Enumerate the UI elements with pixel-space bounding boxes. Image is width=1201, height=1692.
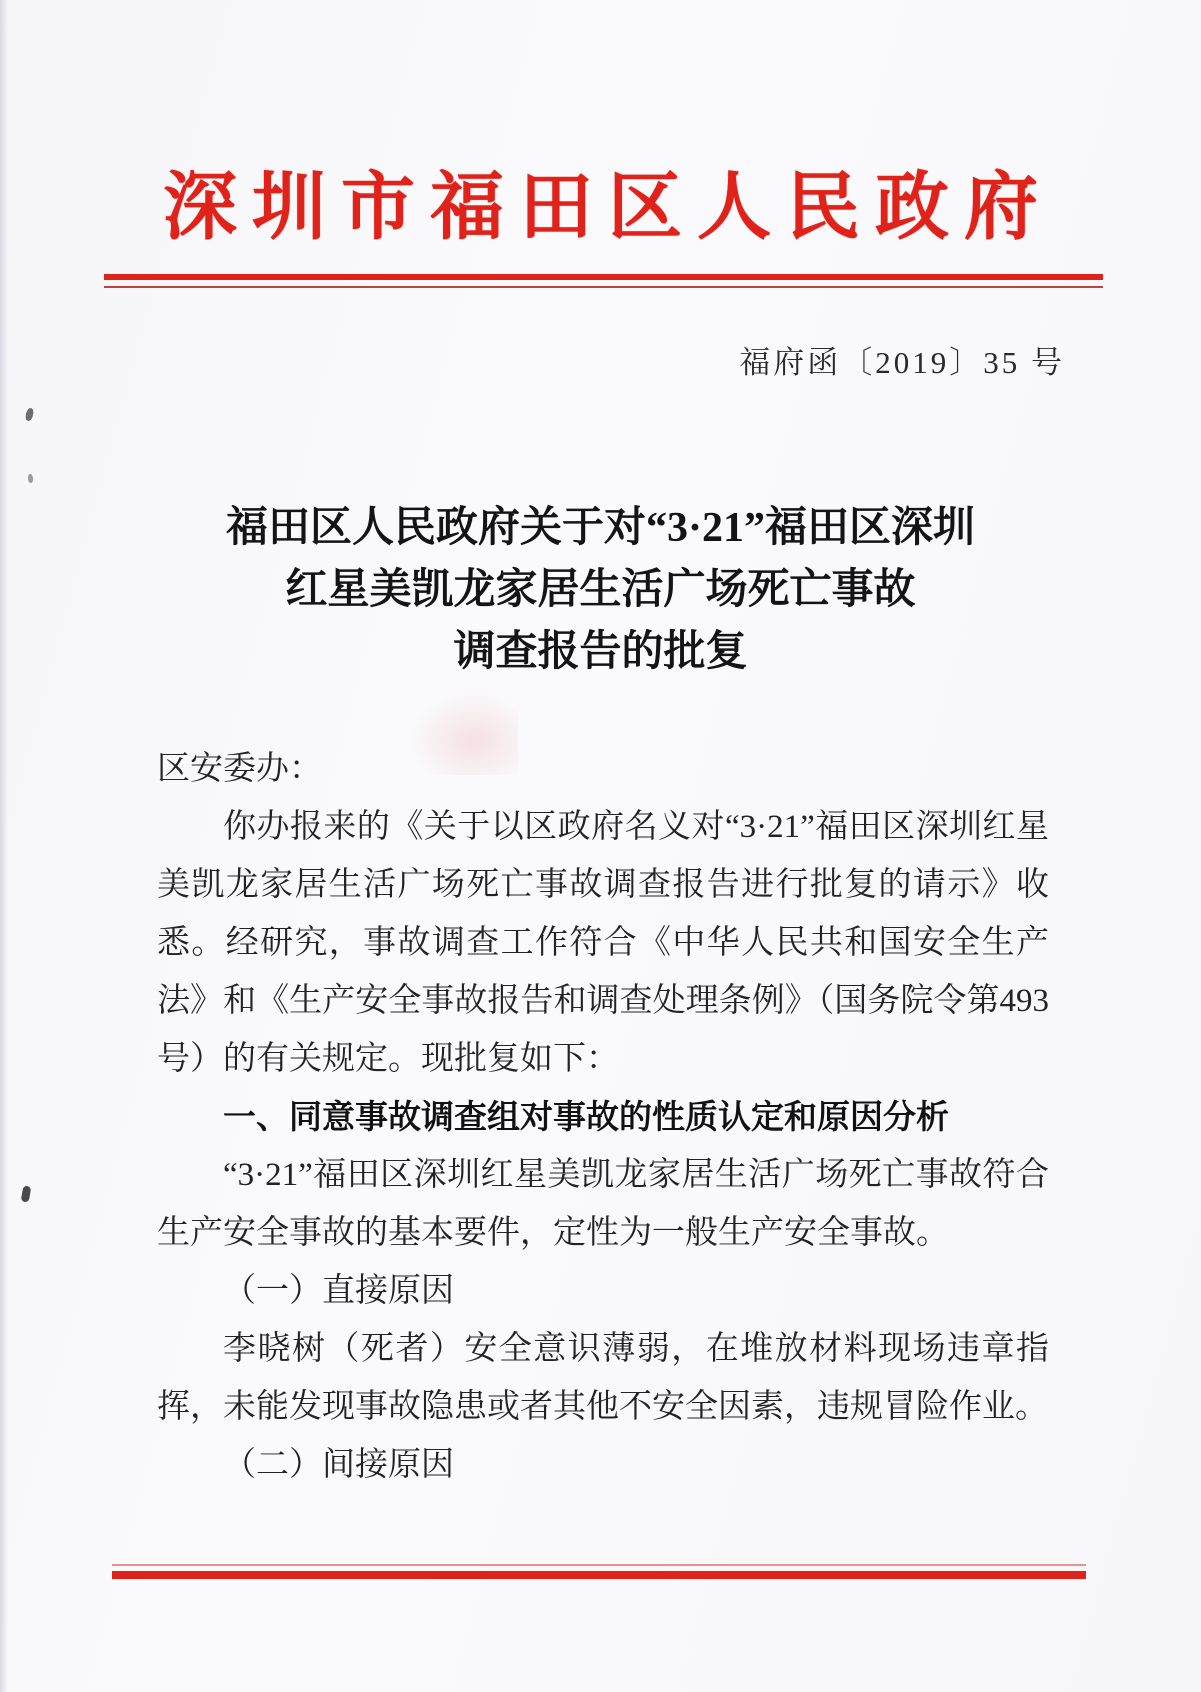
scan-artifact [28,474,34,483]
doc-title [0,497,1201,683]
document-body [157,740,1049,1494]
body-paragraph: 你办报来的《关于以区政府名义对“3·21”福田区深圳红星美凯龙家居生活广场死亡事故调查报告进行批复的请示》收悉。经研究，事故调查工作符合《中华人民共和国安全生产法》和《生产安全事故报告和调查处理条例》（国务院令第493号）的有关规定。现批复如下： [157,809,1049,1077]
letterhead-divider-thick-line [104,274,1103,280]
body-paragraph: 李晓树（死者）安全意识薄弱，在堆放材料现场违章指挥，未能发现事故隐患或者其他不安全因素，违规冒险作业。 [157,1331,1049,1425]
footer-divider-thick-line [112,1571,1086,1579]
scan-edge-shadow [0,0,8,1692]
letterhead-divider-thin-line [104,286,1103,288]
doc-title-line: 福田区人民政府关于对“3·21”福田区深圳 [225,505,975,551]
doc-title-line: 调查报告的批复 [453,629,748,675]
scan-artifact [21,1185,32,1202]
doc-number: 福府函〔2019〕35 号 [739,345,1065,380]
footer-divider-thin-line [112,1564,1086,1566]
letterhead-divider [104,274,1103,288]
body-subheading: （二）间接原因 [223,1447,454,1483]
body-paragraph: “3·21”福田区深圳红星美凯龙家居生活广场死亡事故符合生产安全事故的基本要件，定性为一般生产安全事故。 [157,1157,1049,1251]
footer-divider [112,1564,1086,1579]
letterhead-org-name: 深圳市福田区人民政府 [163,167,1053,249]
scan-artifact-smudge [408,690,518,775]
body-subheading: （一）直接原因 [223,1273,454,1309]
doc-title-line: 红星美凯龙家居生活广场死亡事故 [285,567,916,613]
section-heading: 一、同意事故调查组对事故的性质认定和原因分析 [223,1098,949,1135]
salutation: 区安委办： [157,751,322,787]
scan-artifact [25,407,35,421]
